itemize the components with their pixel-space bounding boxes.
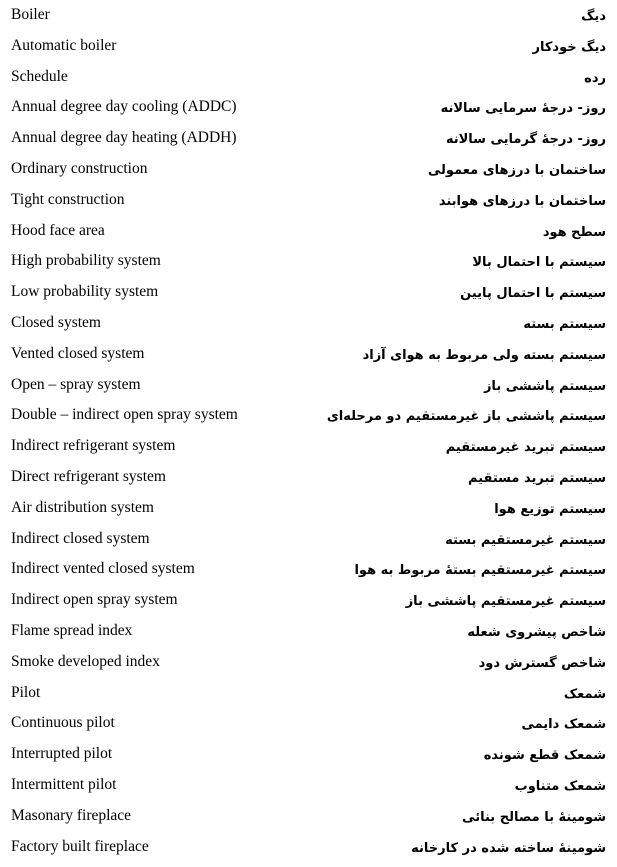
persian-term: شمعک [563, 686, 606, 702]
persian-term: سیستم غیرمستقیم بستهٔ مربوط به هوا [354, 563, 606, 579]
glossary-row [0, 708, 617, 738]
english-term: Closed system [11, 314, 101, 331]
persian-term: سیستم پاششی باز غیرمستقیم دو مرحله‌ای [326, 409, 606, 425]
glossary-row [0, 832, 617, 862]
glossary-row [0, 616, 617, 646]
persian-term: ساختمان با درزهای معمولی [427, 163, 606, 178]
english-term: Annual degree day heating (ADDH) [11, 129, 237, 147]
english-term: Tight construction [11, 190, 125, 208]
persian-term: سیستم بسته ولی مربوط به هوای آزاد [362, 347, 606, 363]
english-term: Ordinary construction [11, 160, 148, 177]
glossary-row [0, 339, 617, 369]
persian-term: شومینهٔ ساخته شده در کارخانه [411, 840, 606, 856]
glossary-row [0, 678, 617, 708]
english-term: Intermittent pilot [11, 776, 117, 793]
glossary-row [0, 585, 617, 615]
english-term: Pilot [11, 683, 41, 701]
glossary-row [0, 31, 617, 61]
glossary-row [0, 246, 617, 276]
glossary-row [0, 739, 617, 769]
persian-term: سیستم پاششی باز [483, 378, 606, 394]
english-term: Automatic boiler [11, 36, 117, 54]
persian-term: سیستم بسته [523, 317, 606, 332]
english-term: Factory built fireplace [11, 837, 149, 855]
glossary-row [0, 277, 617, 307]
persian-term: سیستم توزیع هوا [494, 501, 606, 517]
glossary-row [0, 123, 617, 153]
english-term: Direct refrigerant system [11, 468, 166, 485]
glossary-row [0, 462, 617, 492]
glossary-row [0, 524, 617, 554]
english-term: Smoke developed index [11, 652, 160, 670]
english-term: Hood face area [11, 221, 105, 239]
persian-term: روز- درجهٔ سرمایی سالانه [440, 101, 606, 117]
glossary-row [0, 647, 617, 677]
persian-term: شاخص پیشروی شعله [467, 625, 606, 640]
glossary-row [0, 216, 617, 246]
english-term: Air distribution system [11, 498, 154, 516]
persian-term: دیگ خودکار [532, 39, 606, 55]
glossary-row [0, 308, 617, 338]
english-term: Schedule [11, 67, 68, 85]
glossary-row [0, 185, 617, 215]
persian-term: ساختمان با درزهای هوابند [438, 193, 606, 209]
persian-term: شمعک قطع شونده [483, 748, 606, 764]
english-term: Indirect open spray system [11, 591, 178, 609]
english-term: Open – spray system [11, 375, 141, 393]
persian-term: شمعک متناوب [514, 779, 606, 794]
english-term: Annual degree day cooling (ADDC) [11, 98, 237, 116]
glossary-row [0, 554, 617, 584]
english-term: Flame spread index [11, 622, 133, 639]
persian-term: روز- درجهٔ گرمایی سالانه [445, 132, 606, 148]
persian-term: شومینهٔ با مصالح بنائی [462, 809, 606, 825]
persian-term: رده [584, 70, 606, 86]
persian-term: سیستم غیرمستقیم پاششی باز [405, 594, 606, 610]
english-term: Vented closed system [11, 344, 145, 362]
glossary-row [0, 62, 617, 92]
english-term: Low probability system [11, 283, 159, 301]
english-term: Indirect closed system [11, 529, 150, 547]
english-term: Boiler [11, 6, 50, 23]
english-term: Continuous pilot [11, 714, 115, 732]
persian-term: سیستم غیرمستقیم بسته [445, 532, 606, 548]
english-term: Indirect vented closed system [11, 560, 195, 578]
glossary-row [0, 493, 617, 523]
persian-term: سطح هود [542, 224, 606, 240]
glossary-row [0, 400, 617, 430]
persian-term: سیستم با احتمال پایین [460, 286, 606, 302]
english-term: Masonary fireplace [11, 806, 132, 824]
persian-term: دیگ [581, 9, 606, 24]
english-term: High probability system [11, 252, 161, 270]
persian-term: شاخص گسترش دود [478, 655, 606, 671]
glossary-row [0, 154, 617, 184]
persian-term: شمعک دایمی [521, 717, 606, 733]
persian-term: سیستم با احتمال بالا [472, 255, 606, 271]
glossary-row [0, 0, 617, 30]
english-term: Indirect refrigerant system [11, 437, 176, 455]
glossary-row [0, 92, 617, 122]
english-term: Double – indirect open spray system [11, 406, 238, 424]
persian-term: سیستم تبرید غیرمستقیم [445, 440, 606, 456]
glossary-row [0, 370, 617, 400]
glossary-row [0, 801, 617, 831]
glossary-row [0, 431, 617, 461]
persian-term: سیستم تبرید مستقیم [468, 471, 606, 486]
english-term: Interrupted pilot [11, 745, 113, 763]
glossary-row [0, 770, 617, 800]
